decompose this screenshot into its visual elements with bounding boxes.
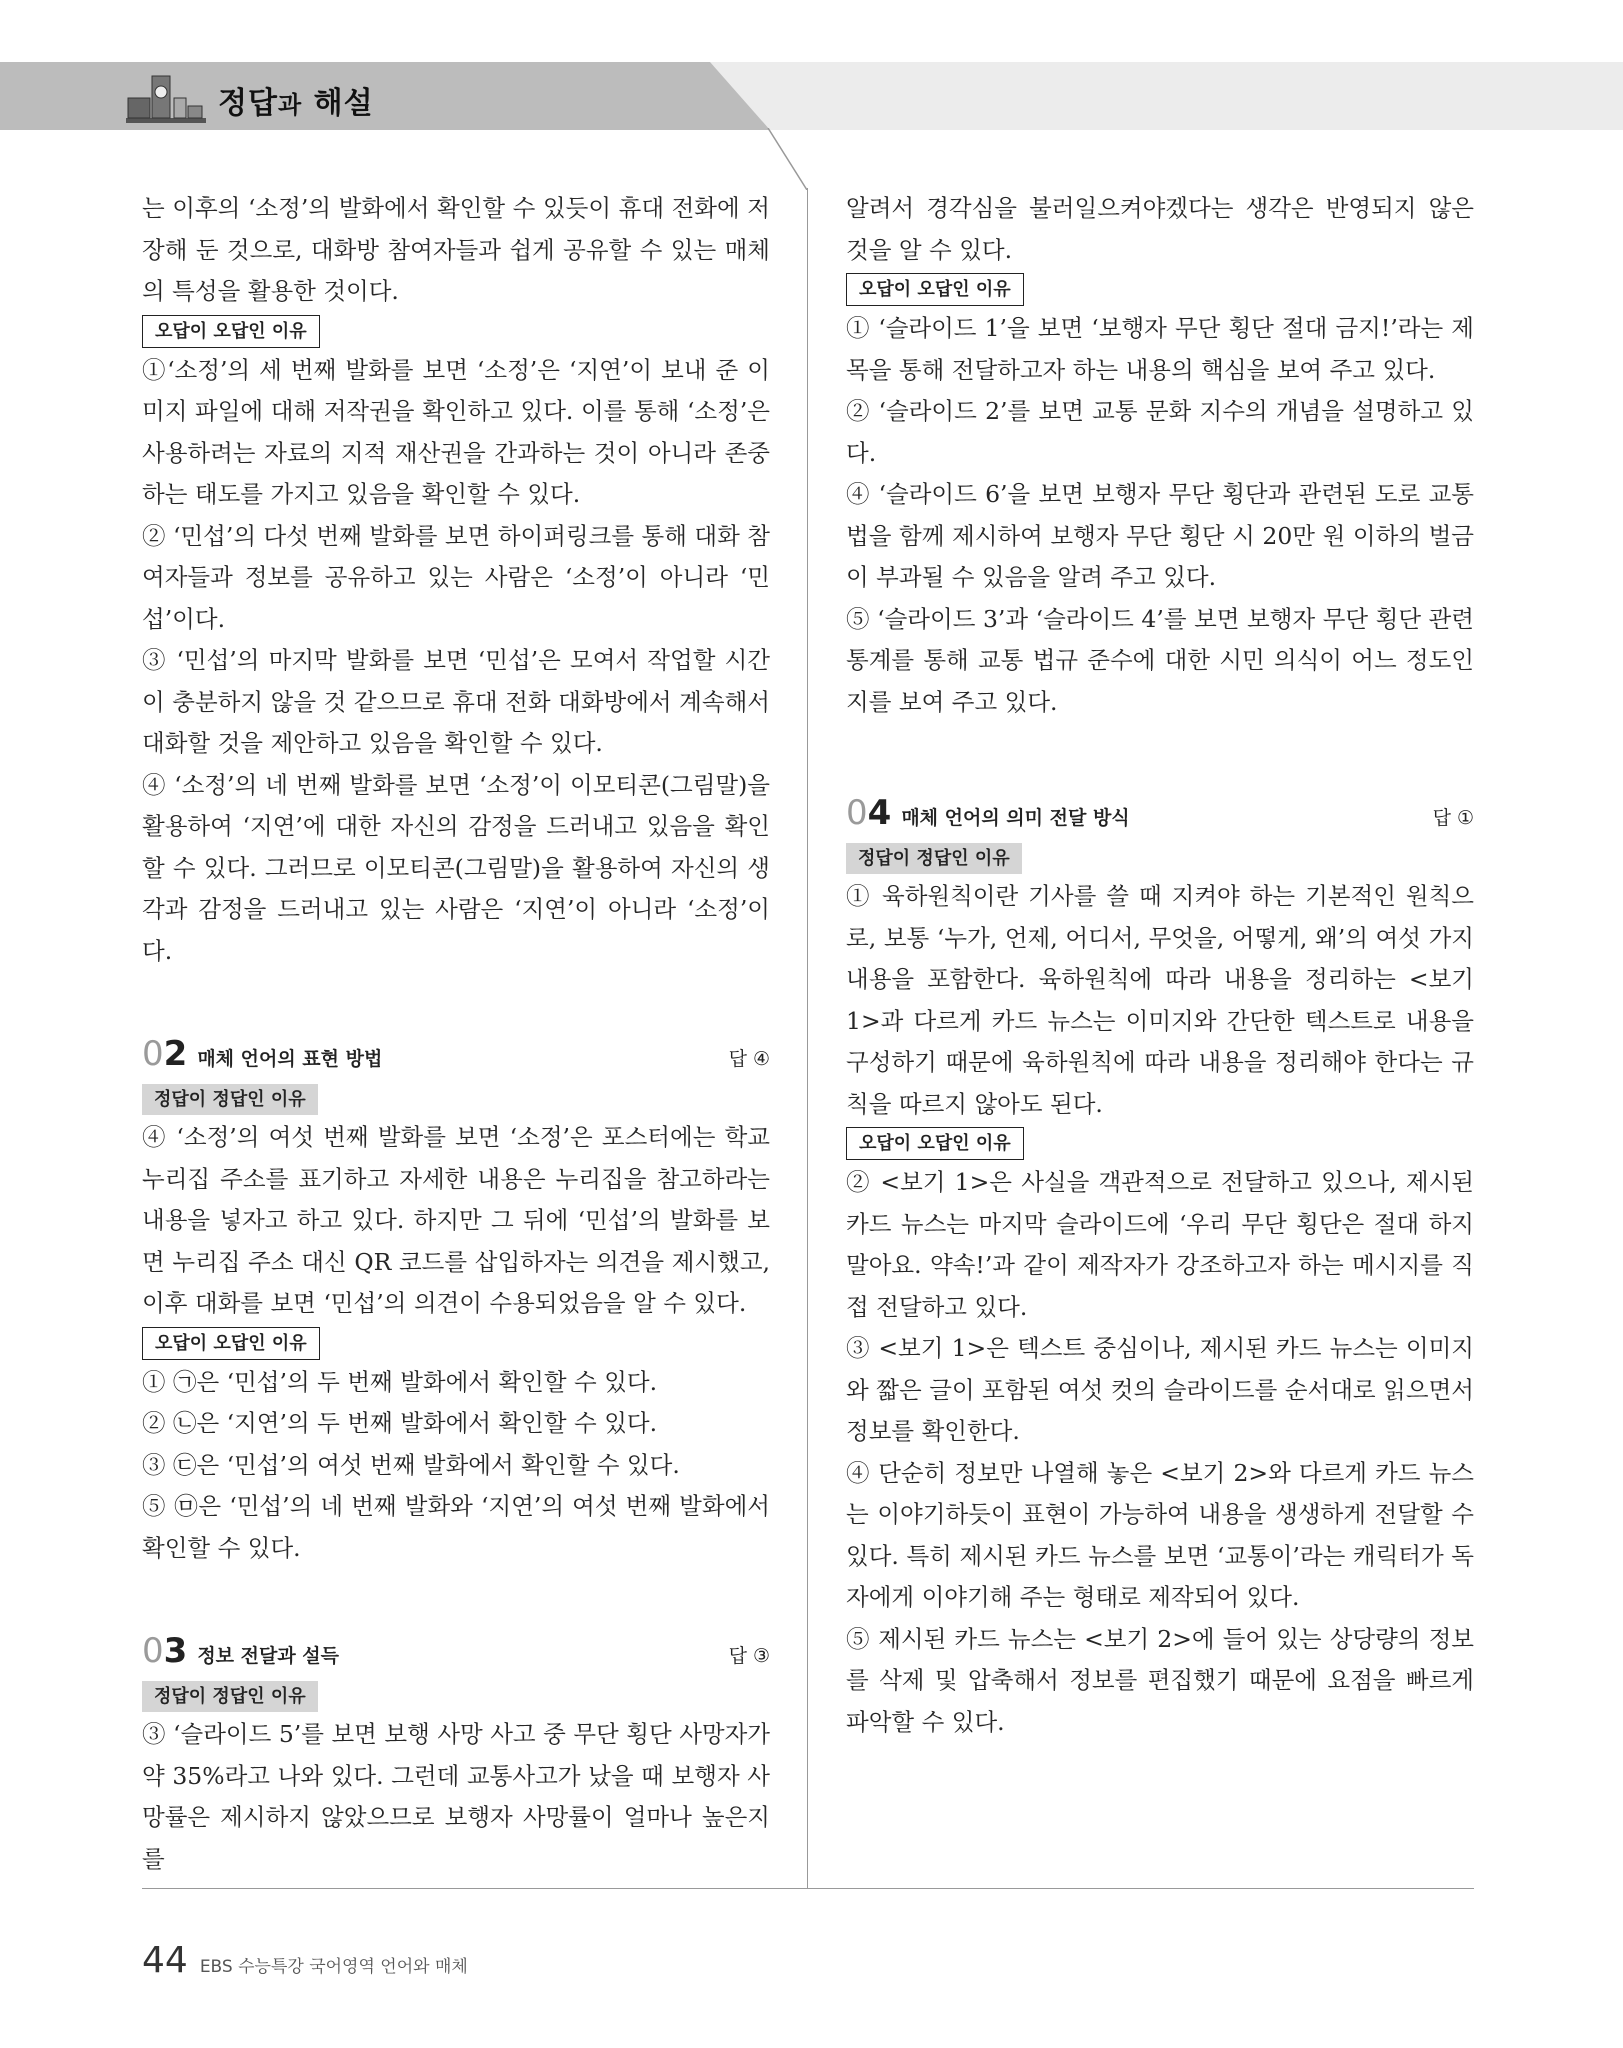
bottom-rule — [142, 1888, 1474, 1889]
answer-key: 답 ① — [1432, 807, 1474, 829]
wrong-answer-label: 오답이 오답인 이유 — [846, 273, 1024, 306]
explanation-item: ③ ‘민섭’의 마지막 발화를 보면 ‘민섭’은 모여서 작업할 시간이 충분하지 않을 것 같으므로 휴대 전화 대화방에서 계속해서 대화할 것을 제안하고 있음을 확인할 수 있다. — [142, 646, 770, 757]
answer-key: 답 ③ — [728, 1645, 770, 1667]
left-column — [142, 188, 770, 1880]
explanation-item: ② <보기 1>은 사실을 객관적으로 전달하고 있으나, 제시된 카드 뉴스는 마지막 슬라이드에 ‘우리 무단 횡단은 절대 하지 말아요. 약속!’과 같이 제작자가 강조하고자 하는 메시지를 직접 전달하고 있다. — [846, 1168, 1474, 1321]
page-footer — [142, 1940, 468, 1981]
question-number: 04 — [846, 793, 892, 833]
explanation-item: ④ ‘소정’의 네 번째 발화를 보면 ‘소정’이 이모티콘(그림말)을 활용하여 ‘지연’에 대한 자신의 감정을 드러내고 있음을 확인할 수 있다. 그러므로 이모티콘(그림말)을 활용하여 자신의 생각과 감정을 드러내고 있는 사람은 ‘지연’이 아니라 ‘소정’이다. — [142, 770, 770, 965]
page-number: 44 — [142, 1940, 188, 1981]
explanation-item: ② ‘민섭’의 다섯 번째 발화를 보면 하이퍼링크를 통해 대화 참여자들과 정보를 공유하고 있는 사람은 ‘소정’이 아니라 ‘민섭’이다. — [142, 521, 770, 633]
explanation-item: ② ‘슬라이드 2’를 보면 교통 문화 지수의 개념을 설명하고 있다. — [846, 397, 1474, 467]
wrong-answer-label: 오답이 오답인 이유 — [142, 315, 320, 348]
wrong-answer-label: 오답이 오답인 이유 — [846, 1127, 1024, 1160]
question-03-header — [142, 1631, 770, 1671]
right-column — [846, 188, 1474, 1743]
question-number: 03 — [142, 1631, 188, 1671]
explanation-item: ① ‘슬라이드 1’을 보면 ‘보행자 무단 횡단 절대 금지!’라는 제목을 통해 전달하고자 하는 내용의 핵심을 보여 주고 있다. — [846, 314, 1474, 384]
question-02-header — [142, 1034, 770, 1074]
explanation-item: ①‘소정’의 세 번째 발화를 보면 ‘소정’은 ‘지연’이 보내 준 이미지 파일에 대해 저작권을 확인하고 있다. 이를 통해 ‘소정’은 사용하려는 자료의 지적 재산권을 간과하는 것이 아니라 존중하는 태도를 가지고 있음을 확인할 수 있다. — [142, 355, 770, 508]
correct-answer-label: 정답이 정답인 이유 — [142, 1681, 318, 1712]
explanation-item: ③ ‘슬라이드 5’를 보면 보행 사망 사고 중 무단 횡단 사망자가 약 35%라고 나와 있다. 그런데 교통사고가 났을 때 보행자 사망률은 제시하지 않았으므로 보행자 사망률이 얼마나 높은지를 — [142, 1720, 770, 1873]
question-title: 정보 전달과 설득 — [197, 1645, 340, 1667]
column-divider-top — [760, 128, 820, 190]
book-title: EBS 수능특강 국어영역 언어와 매체 — [199, 1957, 468, 1977]
header-tab — [0, 62, 770, 130]
question-04-header — [846, 793, 1474, 833]
correct-answer-label: 정답이 정답인 이유 — [142, 1084, 318, 1115]
column-divider — [807, 188, 808, 1888]
continued-text: 알려서 경각심을 불러일으켜야겠다는 생각은 반영되지 않은 것을 알 수 있다. — [846, 194, 1474, 264]
explanation-item: ④ ‘슬라이드 6’을 보면 보행자 무단 횡단과 관련된 도로 교통법을 함께 제시하여 보행자 무단 횡단 시 20만 원 이하의 벌금이 부과될 수 있음을 알려 주고 있다. — [846, 480, 1474, 591]
explanation-item: ⑤ ‘슬라이드 3’과 ‘슬라이드 4’를 보면 보행자 무단 횡단 관련 통계를 통해 교통 법규 준수에 대한 시민 의식이 어느 정도인지를 보여 주고 있다. — [846, 604, 1474, 716]
explanation-item: ③ <보기 1>은 텍스트 중심이나, 제시된 카드 뉴스는 이미지와 짧은 글이 포함된 여섯 컷의 슬라이드를 순서대로 읽으면서 정보를 확인한다. — [846, 1334, 1474, 1445]
explanation-item: ⑤ ㉤은 ‘민섭’의 네 번째 발화와 ‘지연’의 여섯 번째 발화에서 확인할 수 있다. — [142, 1492, 770, 1562]
question-title: 매체 언어의 의미 전달 방식 — [901, 807, 1130, 829]
explanation-item: ④ ‘소정’의 여섯 번째 발화를 보면 ‘소정’은 포스터에는 학교 누리집 주소를 표기하고 자세한 내용은 누리집을 참고하라는 내용을 넣자고 하고 있다. 하지만 그 뒤에 ‘민섭’의 발화를 보면 누리집 주소 대신 QR 코드를 삽입하자는 의견을 제시했고, 이후 대화를 보면 ‘민섭’의 의견이 수용되었음을 알 수 있다. — [142, 1123, 770, 1317]
wrong-answer-label: 오답이 오답인 이유 — [142, 1327, 320, 1360]
question-number: 02 — [142, 1034, 188, 1074]
correct-answer-label: 정답이 정답인 이유 — [846, 843, 1022, 874]
explanation-item: ③ ㉢은 ‘민섭’의 여섯 번째 발화에서 확인할 수 있다. — [142, 1450, 680, 1479]
desk-illustration-icon — [122, 62, 208, 130]
explanation-item: ① 육하원칙이란 기사를 쓸 때 지켜야 하는 기본적인 원칙으로, 보통 ‘누가, 언제, 어디서, 무엇을, 어떻게, 왜’의 여섯 가지 내용을 포함한다. 육하원칙에 따라 내용을 정리하는 <보기 1>과 다르게 카드 뉴스는 이미지와 간단한 텍스트로 내용을 구성하기 때문에 육하원칙에 따라 내용을 정리해야 한다는 규칙을 따르지 않아도 된다. — [846, 882, 1474, 1118]
explanation-item: ① ㉠은 ‘민섭’의 두 번째 발화에서 확인할 수 있다. — [142, 1367, 658, 1396]
continued-text: 는 이후의 ‘소정’의 발화에서 확인할 수 있듯이 휴대 전화에 저장해 둔 것으로, 대화방 참여자들과 쉽게 공유할 수 있는 매체의 특성을 활용한 것이다. — [142, 194, 770, 305]
page-header-title: 정답과 해설 — [218, 86, 374, 121]
answer-key: 답 ④ — [728, 1048, 770, 1070]
question-title: 매체 언어의 표현 방법 — [197, 1048, 383, 1070]
explanation-item: ⑤ 제시된 카드 뉴스는 <보기 2>에 들어 있는 상당량의 정보를 삭제 및 압축해서 정보를 편집했기 때문에 요점을 빠르게 파악할 수 있다. — [846, 1624, 1474, 1736]
explanation-item: ④ 단순히 정보만 나열해 놓은 <보기 2>와 다르게 카드 뉴스는 이야기하듯이 표현이 가능하여 내용을 생생하게 전달할 수 있다. 특히 제시된 카드 뉴스를 보면 ‘교통이’라는 캐릭터가 독자에게 이야기해 주는 형태로 제작되어 있다. — [846, 1458, 1474, 1611]
explanation-item: ② ㉡은 ‘지연’의 두 번째 발화에서 확인할 수 있다. — [142, 1409, 658, 1437]
